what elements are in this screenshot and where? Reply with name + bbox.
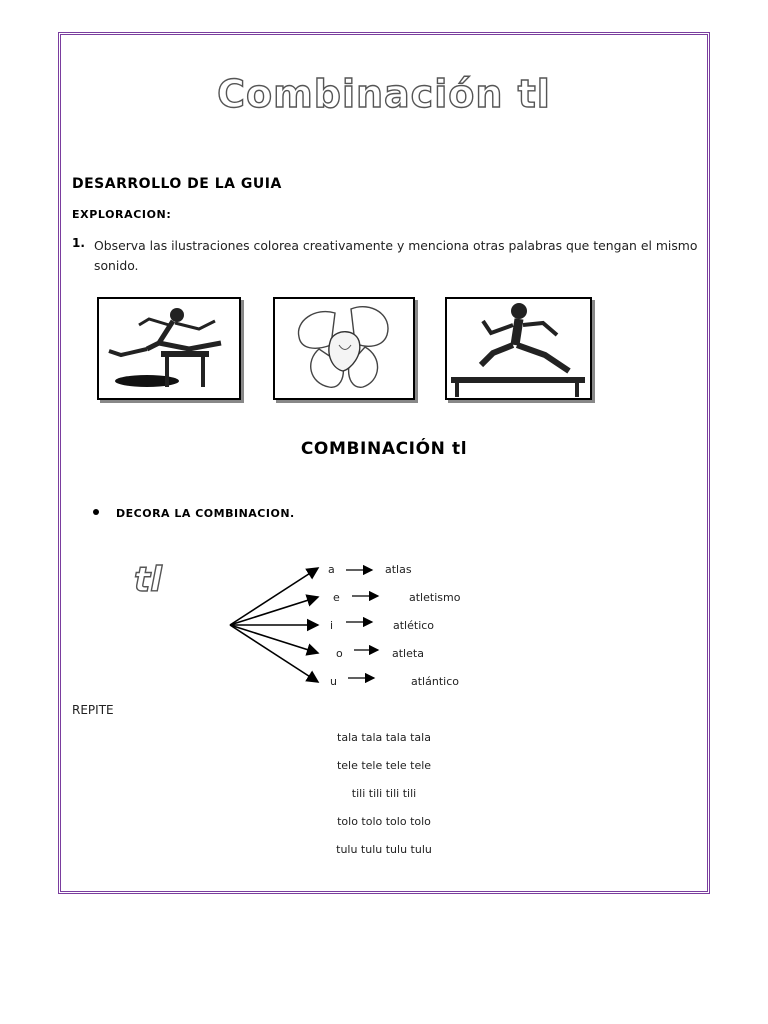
repeat-line: tolo tolo tolo tolo: [337, 815, 431, 828]
vowel-i: i: [330, 619, 334, 632]
repeat-line: tala tala tala tala: [337, 731, 431, 744]
word-atlantico: atlántico: [411, 675, 459, 688]
repeat-line: tulu tulu tulu tulu: [336, 843, 432, 856]
word-atletico: atlético: [393, 619, 435, 632]
page-title: Combinación tl: [217, 72, 551, 116]
word-atleta: atleta: [392, 647, 424, 660]
bullet-instruction: DECORA LA COMBINACION.: [116, 507, 295, 520]
vowel-e: e: [333, 591, 340, 604]
instruction-text: Observa las ilustraciones colorea creativamente y menciona otras palabras que tengan el mismo sonido.: [94, 238, 698, 273]
vowel-u: u: [330, 675, 337, 688]
vowel-o: o: [336, 647, 343, 660]
word-atletismo: atletismo: [409, 591, 461, 604]
instruction-number: 1.: [72, 236, 85, 250]
repite-label: REPITE: [72, 703, 114, 717]
repeat-line: tili tili tili tili: [351, 787, 417, 800]
section-heading: DESARROLLO DE LA GUIA: [72, 176, 282, 192]
subheading: EXPLORACION:: [72, 208, 172, 221]
repeat-line: tele tele tele tele: [336, 759, 432, 772]
section-title: COMBINACIÓN tl: [300, 439, 468, 459]
vowel-a: a: [328, 563, 335, 576]
word-atlas: atlas: [385, 563, 412, 576]
combination-letters: tl: [134, 560, 162, 600]
